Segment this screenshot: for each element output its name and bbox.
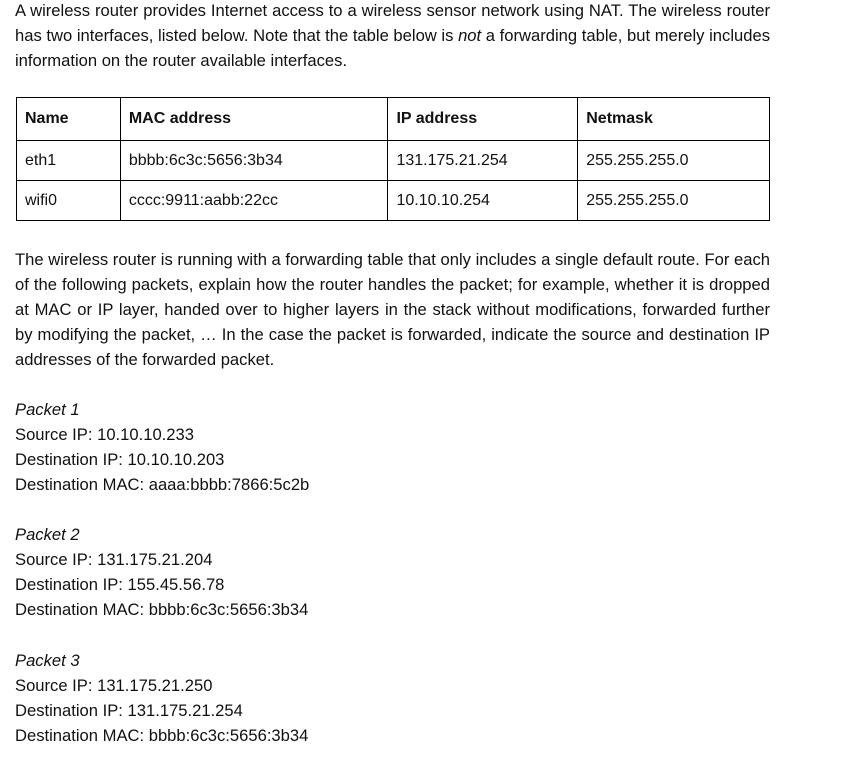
cell-ip: 131.175.21.254 — [388, 141, 578, 181]
cell-name: wifi0 — [17, 181, 121, 221]
packet-destination-mac: Destination MAC: bbbb:6c3c:5656:3b34 — [15, 600, 309, 619]
header-ip-address: IP address — [388, 98, 578, 141]
packet-destination-mac: Destination MAC: bbbb:6c3c:5656:3b34 — [15, 726, 309, 745]
packet-destination-ip: Destination IP: 10.10.10.203 — [15, 450, 225, 469]
packet-source-ip: Source IP: 10.10.10.233 — [15, 425, 194, 444]
packet-destination-mac: Destination MAC: aaaa:bbbb:7866:5c2b — [15, 475, 310, 494]
table-header-row — [17, 98, 770, 141]
intro-paragraph — [15, 0, 770, 73]
cell-mac: cccc:9911:aabb:22cc — [120, 181, 388, 221]
header-netmask: Netmask — [578, 98, 770, 141]
packet-block — [15, 397, 515, 497]
packet-block — [15, 648, 515, 748]
header-name: Name — [17, 98, 121, 141]
packet-block — [15, 522, 515, 622]
packet-title: Packet 1 — [15, 400, 80, 419]
cell-mac: bbbb:6c3c:5656:3b34 — [120, 141, 388, 181]
cell-netmask: 255.255.255.0 — [578, 181, 770, 221]
cell-netmask: 255.255.255.0 — [578, 141, 770, 181]
cell-name: eth1 — [17, 141, 121, 181]
packet-title: Packet 2 — [15, 525, 80, 544]
packet-source-ip: Source IP: 131.175.21.250 — [15, 676, 213, 695]
packet-source-ip: Source IP: 131.175.21.204 — [15, 550, 213, 569]
interfaces-table — [16, 97, 770, 221]
intro-text-start: A wireless router provides Internet access to a wireless sensor network using NAT. The wireless router has two interfaces, listed below. Note that the table below is — [15, 1, 770, 45]
table-row — [17, 141, 770, 181]
packet-destination-ip: Destination IP: 131.175.21.254 — [15, 701, 243, 720]
intro-text-end: a forwarding table, but merely includes information on the router available interfaces. — [15, 26, 771, 70]
header-mac-address: MAC address — [120, 98, 388, 141]
packet-title: Packet 3 — [15, 651, 80, 670]
intro-emphasis: not — [458, 26, 482, 45]
table-row — [17, 181, 770, 221]
cell-ip: 10.10.10.254 — [388, 181, 578, 221]
description-paragraph: The wireless router is running with a forwarding table that only includes a single default route. For each of the following packets, explain how the router handles the packet; for example, whether it is dropped at MAC or IP layer, handed over to higher layers in the stack without modifications, forwarded further by modifying the packet, … In the case the packet is forwarded, indicate the source and destination IP addresses of the forwarded packet. — [15, 250, 770, 369]
packet-destination-ip: Destination IP: 155.45.56.78 — [15, 575, 225, 594]
